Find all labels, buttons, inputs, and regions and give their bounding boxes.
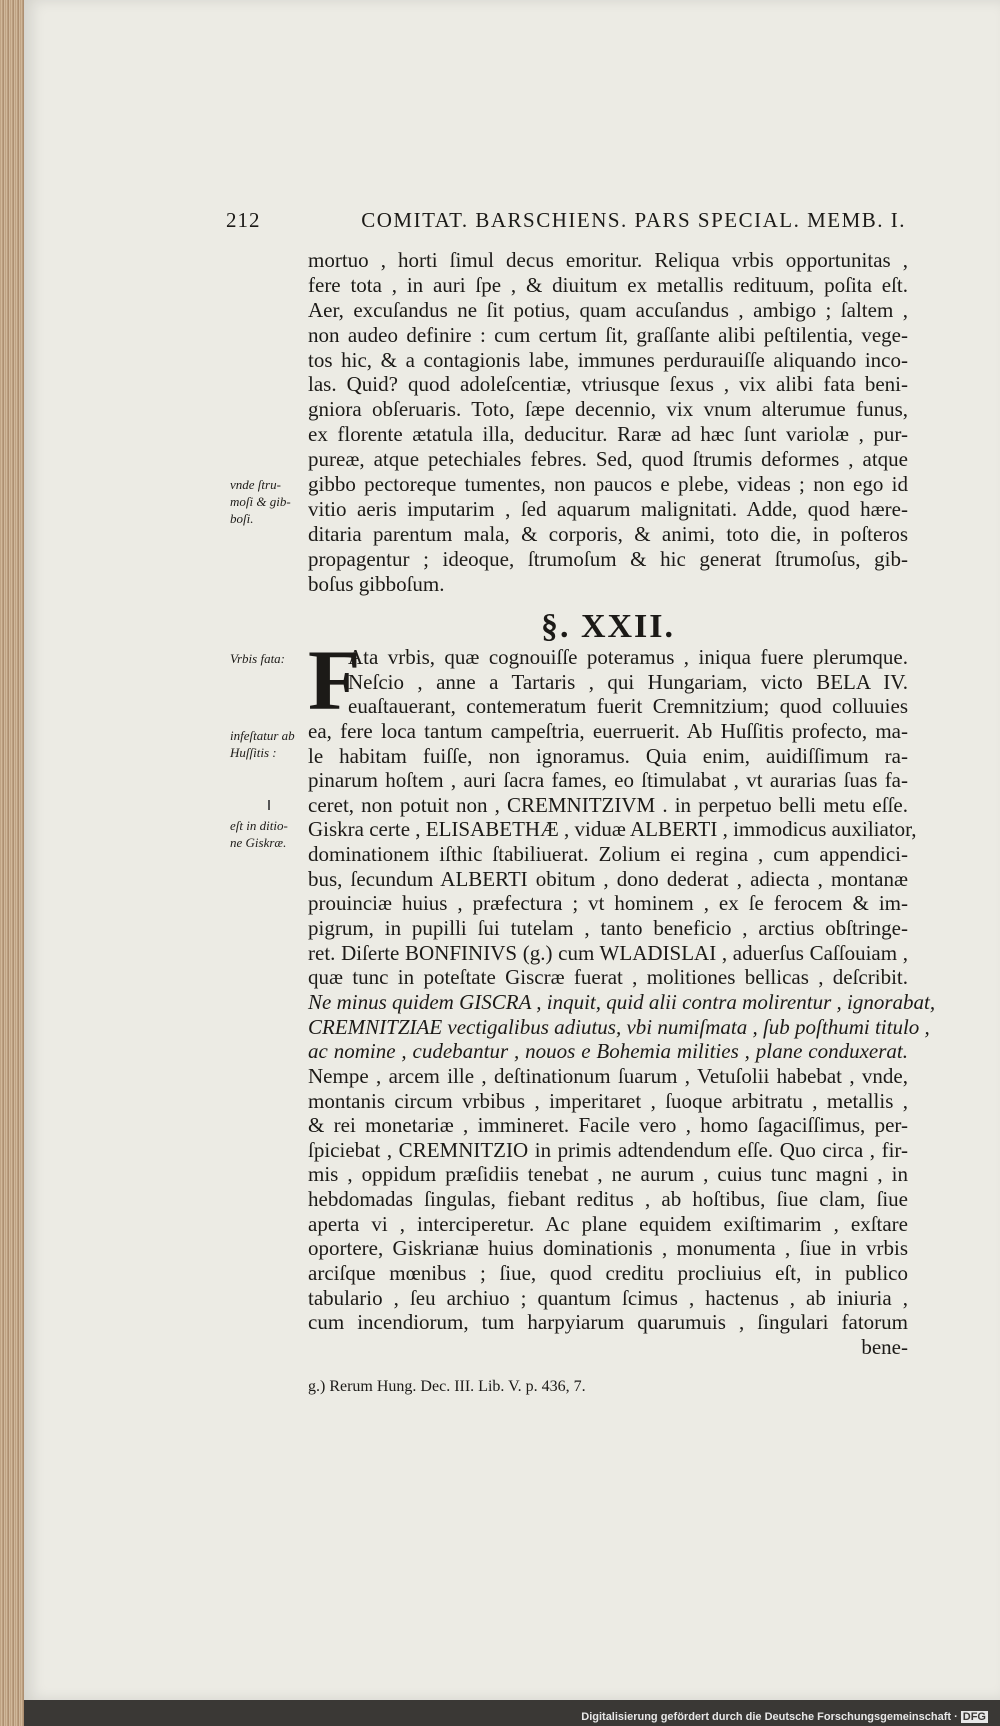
text-line: ret. Diſerte BONFINIVS (g.) cum WLADISLAI , aduerſus Caſſouiam ,: [308, 940, 908, 965]
text-line: oportere, Giskrianæ huius dominationis , monumenta , ſiue in vrbis: [308, 1236, 908, 1261]
text-line: Nempe , arcem ille , deſtinationum ſuarum , Vetuſolii habebat , vnde,: [308, 1063, 908, 1088]
text-line: Ata vrbis, quæ cognouiſſe poteramus , iniqua fuere plerumque.: [348, 645, 908, 669]
text-line: quæ tunc in poteſtate Giscræ fuerat , molitiones bellicas , deſcribit.: [308, 965, 908, 990]
text-line: pinarum hoſtem , auri ſacra fames, eo ſtimulabat , vt aurarias ſuas fa-: [308, 768, 908, 793]
text-line: Aer, excuſandus ne ſit potius, quam accuſandus , ambigo ; ſaltem ,: [308, 297, 908, 322]
text-line: ea, fere loca tantum campeſtria, euerruerit. Ab Huſſitis profecto, ma-: [308, 718, 908, 743]
dfg-logo: DFG: [962, 1711, 986, 1723]
page-number: 212: [226, 208, 261, 232]
text-line: pigrum, in pupilli ſui tutelam , tanto beneficio , arctius obſtringe-: [308, 916, 908, 941]
running-head: [226, 208, 906, 233]
text-line: gibbo pectoreque tumentes, non paucos e plebe, videas ; non ego id: [308, 472, 908, 497]
text-line: ceret, non potuit non , CREMNITZIVM . in perpetuo belli metu eſſe.: [308, 792, 908, 817]
text-line: prouinciæ huius , præfectura ; vt hominem , ex ſe ferocem & im-: [308, 891, 908, 916]
catchword: bene-: [861, 1334, 908, 1359]
text-line: arciſque mœnibus ; ſiue, quod creditu procliuius eſt, in publico: [308, 1261, 908, 1286]
text-line: bus, ſecundum ALBERTI obitum , dono dederat , adiecta , montanæ: [308, 866, 908, 891]
text-line: tos hic, & a contagionis labe, immunes perdurauiſſe aliquando inco-: [308, 347, 908, 372]
text-line: non audeo definire : cum certum ſit, graſſante alibi peſtilentia, vege-: [308, 322, 908, 347]
margin-note-strumosi: vnde ſtru- moſi & gib- boſi.: [230, 477, 291, 526]
text-line: dominationem iſthic ſtabiliuerat. Zolium ei regina , cum appendici-: [308, 842, 908, 867]
text-line: Giskra certe , ELISABETHÆ , viduæ ALBERTI , immodicus auxiliator,: [308, 817, 917, 842]
footnote: g.) Rerum Hung. Dec. III. Lib. V. p. 436, 7.: [308, 1378, 586, 1395]
paragraph-2: [308, 645, 936, 1360]
margin-note-giskrae: eſt in ditio- ne Giskræ.: [230, 818, 288, 850]
text-line: cum incendiorum, tum harpyiarum quarumuis , ſingulari fatorum: [308, 1310, 908, 1335]
text-line: propagentur ; ideoque, ſtrumoſum & hic generat ſtrumoſus, gib-: [308, 546, 908, 571]
drop-cap: F: [308, 632, 361, 728]
margin-note-vrbis-fata: Vrbis fata:: [230, 651, 286, 666]
paragraph-1: [308, 248, 908, 596]
text-line: Neſcio , anne a Tartaris , qui Hungariam, victo BELA IV.: [348, 669, 908, 694]
ink-mark: [268, 800, 270, 810]
text-line: gniora obſeruaris. Toto, ſæpe decennio, vix vnum alterumue funus,: [308, 397, 908, 422]
text-line: le habitam fuiſſe, non ignoramus. Quia enim, auidiſſimum ra-: [308, 743, 908, 768]
text-line: ditaria parentum mala, & corporis, & animi, toto die, in poſteros: [308, 521, 908, 546]
text-line: tabulario , ſeu archiuo ; quantum ſcimus , hactenus , ab iniuria ,: [308, 1285, 908, 1310]
text-line: pureæ, atque petechiales febres. Sed, quod ſtrumis deformes , atque: [308, 447, 908, 472]
text-line: CREMNITZIAE vectigalibus adiutus, vbi numiſmata , ſub poſthumi titulo ,: [308, 1014, 930, 1039]
text-line: ex florente ætatula illa, deducitur. Raræ ad hæc ſunt variolæ , pur-: [308, 422, 908, 447]
text-line: ac nomine , cudebantur , nouos e Bohemia milities , plane conduxerat.: [308, 1039, 908, 1064]
text-line: mortuo , horti ſimul decus emoritur. Reliqua vrbis opportunitas ,: [308, 248, 908, 272]
text-line: montanis circum vrbibus , imperitaret , ſuoque arbitratu , metallis ,: [308, 1088, 908, 1113]
section-heading: §. XXII.: [540, 608, 676, 645]
text-line: mis , oppidum præſidiis tenebat , ne aurum , cuius tunc magni , in: [308, 1162, 908, 1187]
digitization-notice: [581, 1711, 988, 1723]
text-line: & rei monetariæ , immineret. Facile vero , homo ſagaciſſimus, per-: [308, 1113, 908, 1138]
running-head-title: COMITAT. BARSCHIENS. PARS SPECIAL. MEMB. I.: [361, 208, 906, 232]
text-line: hebdomadas ſingulas, fiebant reditus , ab hoſtibus, ſiue clam, ſiue: [308, 1187, 908, 1212]
text-line: Ne minus quidem GISCRA , inquit, quid alii contra molirentur , ignorabat,: [308, 989, 936, 1014]
margin-note-hussitis: infeſtatur ab Huſſitis :: [230, 728, 295, 760]
book-page-edges: [0, 0, 24, 1726]
text-line: aperta vi , interciperetur. Ac plane equidem exiſtimarim , exſtare: [308, 1211, 908, 1236]
text-line: euaſtauerant, contemeratum fuerit Cremnitzium; quod colluuies: [348, 694, 908, 719]
text-line: fere tota , in auri ſpe , & diuitum ex metallis redituum, poſita eſt.: [308, 272, 908, 297]
text-line: las. Quid? quod adoleſcentiæ, vtriusque ſexus , vix alibi fata beni-: [308, 372, 908, 397]
digitization-text: Digitalisierung gefördert durch die Deutsche Forschungsgemeinschaft ·: [581, 1711, 958, 1723]
text-line: vitio aeris imputarim , ſed aquarum malignitati. Adde, quod hære-: [308, 496, 908, 521]
text-line: boſus gibboſum.: [308, 571, 445, 596]
text-line: ſpiciebat , CREMNITZIO in primis adtendendum eſſe. Quo circa , fir-: [308, 1137, 908, 1162]
